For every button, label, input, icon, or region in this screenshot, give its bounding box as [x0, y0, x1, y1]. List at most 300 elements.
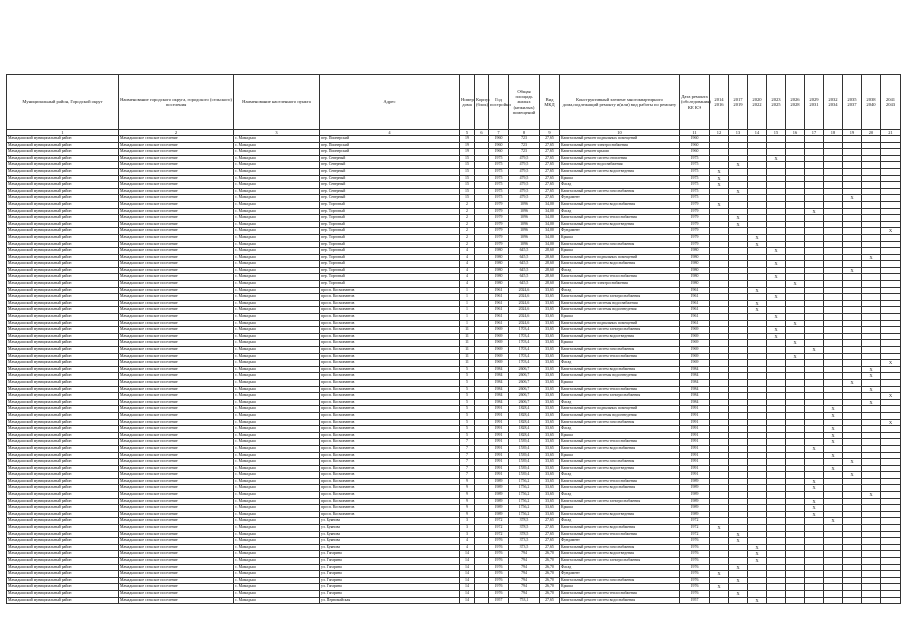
construction-year-cell: 1976: [489, 564, 509, 571]
period-cell: [767, 412, 786, 419]
total-area-cell: 723: [509, 136, 540, 143]
locality-cell: с. Мамадыш: [234, 531, 320, 538]
period-cell: X: [824, 412, 843, 419]
period-cell: [748, 531, 767, 538]
settlement-cell: Мамадышское сельское поселение: [119, 136, 234, 143]
building-type-cell: 33,65: [540, 439, 560, 446]
locality-cell: с. Мамадыш: [234, 347, 320, 354]
period-cell: [729, 439, 748, 446]
district-cell: Мамадышский муниципальный район: [7, 136, 119, 143]
period-cell: X: [843, 195, 862, 202]
period-cell: [767, 340, 786, 347]
period-cell: [805, 393, 824, 400]
house-number-cell: 4: [460, 538, 475, 545]
building-type-cell: 28,60: [540, 274, 560, 281]
construction-year-cell: 1984: [489, 373, 509, 380]
period-cell: [786, 505, 805, 512]
period-cell: [805, 558, 824, 565]
period-cell: [862, 445, 881, 452]
total-area-cell: 1539,4: [509, 452, 540, 459]
table-row: [7, 472, 901, 479]
column-header: 2017 2019: [729, 75, 748, 130]
period-cell: [786, 366, 805, 373]
column-header: 2041 2043: [881, 75, 901, 130]
repair-element-cell: Капитальный ремонт систем водоснабжения: [560, 261, 680, 268]
period-cell: [729, 399, 748, 406]
period-cell: [748, 347, 767, 354]
period-cell: [881, 320, 901, 327]
period-cell: [824, 267, 843, 274]
period-cell: [881, 445, 901, 452]
period-cell: [710, 498, 729, 505]
period-cell: X: [881, 360, 901, 367]
period-cell: [805, 136, 824, 143]
building-block-cell: [475, 340, 489, 347]
repair-element-cell: Фасад: [560, 492, 680, 499]
period-cell: [786, 175, 805, 182]
period-cell: [824, 353, 843, 360]
total-area-cell: 479,5: [509, 175, 540, 182]
period-cell: [824, 478, 843, 485]
construction-year-cell: 1961: [489, 307, 509, 314]
building-type-cell: 27,65: [540, 136, 560, 143]
repair-date-cell: 1969: [680, 327, 710, 334]
building-block-cell: [475, 485, 489, 492]
period-cell: [710, 274, 729, 281]
building-type-cell: 27,65: [540, 155, 560, 162]
building-type-cell: 33,65: [540, 294, 560, 301]
period-cell: [786, 347, 805, 354]
address-cell: просп. Космонавтов: [320, 485, 460, 492]
period-cell: [843, 188, 862, 195]
period-cell: [786, 564, 805, 571]
building-block-cell: [475, 426, 489, 433]
address-cell: пер. Торговый: [320, 208, 460, 215]
table-row: [7, 281, 901, 288]
total-area-cell: 2606,7: [509, 386, 540, 393]
period-cell: [824, 221, 843, 228]
period-cell: [805, 340, 824, 347]
settlement-cell: Мамадышское сельское поселение: [119, 597, 234, 604]
period-cell: [786, 485, 805, 492]
period-cell: [862, 432, 881, 439]
settlement-cell: Мамадышское сельское поселение: [119, 485, 234, 492]
period-cell: X: [748, 597, 767, 604]
total-area-cell: 378,5: [509, 518, 540, 525]
house-number-cell: 4: [460, 281, 475, 288]
house-number-cell: 2: [460, 241, 475, 248]
settlement-cell: Мамадышское сельское поселение: [119, 162, 234, 169]
period-cell: [748, 162, 767, 169]
period-cell: [881, 182, 901, 189]
period-cell: [729, 498, 748, 505]
table-row: [7, 478, 901, 485]
house-number-cell: 2: [460, 201, 475, 208]
table-row: [7, 136, 901, 143]
period-cell: [729, 478, 748, 485]
house-number-cell: 4: [460, 254, 475, 261]
table-row: [7, 234, 901, 241]
period-cell: [748, 445, 767, 452]
column-header: Дата ремонта (обследования) КЕ КЭ: [680, 75, 710, 130]
column-index: 13: [729, 130, 748, 136]
period-cell: [843, 412, 862, 419]
repair-element-cell: Крыша: [560, 432, 680, 439]
period-cell: [729, 419, 748, 426]
period-cell: [710, 208, 729, 215]
period-cell: [729, 320, 748, 327]
period-cell: [710, 505, 729, 512]
period-cell: [710, 558, 729, 565]
period-cell: [786, 360, 805, 367]
repair-element-cell: Капитальный ремонт систем отопления: [560, 155, 680, 162]
building-type-cell: 28,60: [540, 248, 560, 255]
building-block-cell: [475, 393, 489, 400]
period-cell: [881, 478, 901, 485]
settlement-cell: Мамадышское сельское поселение: [119, 492, 234, 499]
period-cell: [729, 340, 748, 347]
house-number-cell: 1: [460, 287, 475, 294]
period-cell: [767, 597, 786, 604]
period-cell: [843, 551, 862, 558]
period-cell: [786, 149, 805, 156]
total-area-cell: 1756,2: [509, 485, 540, 492]
address-cell: ул. Гагарина: [320, 584, 460, 591]
settlement-cell: Мамадышское сельское поселение: [119, 459, 234, 466]
period-cell: [729, 175, 748, 182]
period-cell: [843, 307, 862, 314]
period-cell: X: [824, 439, 843, 446]
period-cell: [824, 333, 843, 340]
house-number-cell: 2: [460, 221, 475, 228]
repair-schedule-table: [6, 74, 901, 604]
house-number-cell: 2: [460, 215, 475, 222]
period-cell: [862, 544, 881, 551]
period-cell: [881, 472, 901, 479]
building-block-cell: [475, 492, 489, 499]
repair-date-cell: 1969: [680, 340, 710, 347]
repair-element-cell: Крыша: [560, 452, 680, 459]
repair-date-cell: 1975: [680, 155, 710, 162]
period-cell: [881, 300, 901, 307]
total-area-cell: 2606,7: [509, 393, 540, 400]
period-cell: [805, 544, 824, 551]
period-cell: X: [881, 419, 901, 426]
locality-cell: с. Мамадыш: [234, 182, 320, 189]
period-cell: [805, 386, 824, 393]
building-block-cell: [475, 287, 489, 294]
period-cell: [824, 511, 843, 518]
period-cell: [862, 498, 881, 505]
period-cell: [767, 426, 786, 433]
period-cell: [786, 208, 805, 215]
period-cell: [748, 498, 767, 505]
period-cell: X: [729, 538, 748, 545]
period-cell: [748, 511, 767, 518]
repair-element-cell: Капитальный ремонт систем водоснабжения: [560, 366, 680, 373]
building-type-cell: 26,70: [540, 558, 560, 565]
period-cell: [748, 208, 767, 215]
repair-element-cell: Фундамент: [560, 228, 680, 235]
period-cell: [805, 472, 824, 479]
house-number-cell: 7: [460, 465, 475, 472]
period-cell: [710, 149, 729, 156]
house-number-cell: 15: [460, 182, 475, 189]
period-cell: [805, 307, 824, 314]
period-cell: [805, 366, 824, 373]
construction-year-cell: 1975: [489, 175, 509, 182]
construction-year-cell: 1969: [489, 327, 509, 334]
period-cell: [881, 241, 901, 248]
period-cell: [862, 472, 881, 479]
repair-date-cell: 1975: [680, 162, 710, 169]
period-cell: X: [710, 168, 729, 175]
total-area-cell: 794: [509, 571, 540, 578]
table-row: [7, 149, 901, 156]
construction-year-cell: 1975: [489, 182, 509, 189]
period-cell: [805, 373, 824, 380]
period-cell: [786, 518, 805, 525]
construction-year-cell: 1980: [489, 281, 509, 288]
period-cell: [710, 353, 729, 360]
period-cell: [824, 168, 843, 175]
house-number-cell: 15: [460, 168, 475, 175]
locality-cell: с. Мамадыш: [234, 551, 320, 558]
address-cell: просп. Космонавтов: [320, 327, 460, 334]
repair-date-cell: 1961: [680, 314, 710, 321]
period-cell: [862, 518, 881, 525]
total-area-cell: 1539,4: [509, 445, 540, 452]
period-cell: [710, 162, 729, 169]
address-cell: ул. Гагарина: [320, 577, 460, 584]
period-cell: X: [748, 234, 767, 241]
period-cell: [843, 149, 862, 156]
period-cell: X: [767, 327, 786, 334]
building-block-cell: [475, 373, 489, 380]
building-type-cell: 27,65: [540, 518, 560, 525]
locality-cell: с. Мамадыш: [234, 366, 320, 373]
period-cell: [748, 379, 767, 386]
period-cell: [710, 254, 729, 261]
repair-element-cell: Капитальный ремонт систем теплоснабжения: [560, 353, 680, 360]
house-number-cell: 4: [460, 274, 475, 281]
period-cell: [786, 419, 805, 426]
building-type-cell: 33,65: [540, 399, 560, 406]
period-cell: X: [824, 518, 843, 525]
period-cell: [710, 300, 729, 307]
period-cell: [843, 347, 862, 354]
total-area-cell: 1703,4: [509, 353, 540, 360]
period-cell: [710, 287, 729, 294]
settlement-cell: Мамадышское сельское поселение: [119, 419, 234, 426]
repair-element-cell: Капитальный ремонт систем водоотведения: [560, 221, 680, 228]
address-cell: пер. Северный: [320, 195, 460, 202]
total-area-cell: 1096: [509, 228, 540, 235]
period-cell: [862, 155, 881, 162]
period-cell: [824, 360, 843, 367]
period-cell: X: [862, 399, 881, 406]
period-cell: [786, 241, 805, 248]
period-cell: [843, 248, 862, 255]
building-block-cell: [475, 406, 489, 413]
period-cell: [748, 538, 767, 545]
building-type-cell: 26,70: [540, 584, 560, 591]
address-cell: просп. Космонавтов: [320, 379, 460, 386]
period-cell: [862, 538, 881, 545]
period-cell: [881, 558, 901, 565]
table-row: [7, 492, 901, 499]
house-number-cell: 1: [460, 300, 475, 307]
locality-cell: с. Мамадыш: [234, 300, 320, 307]
column-header: Общая площадь жилых (нежилых) помещений: [509, 75, 540, 130]
period-cell: [843, 584, 862, 591]
period-cell: [767, 360, 786, 367]
period-cell: [843, 571, 862, 578]
address-cell: пер. Торговый: [320, 241, 460, 248]
house-number-cell: 11: [460, 347, 475, 354]
period-cell: [748, 228, 767, 235]
period-cell: [729, 208, 748, 215]
table-row: [7, 294, 901, 301]
repair-element-cell: Капитальный ремонт подвальных помещений: [560, 406, 680, 413]
settlement-cell: Мамадышское сельское поселение: [119, 426, 234, 433]
building-block-cell: [475, 261, 489, 268]
period-cell: [862, 241, 881, 248]
period-cell: [843, 175, 862, 182]
table-row: [7, 452, 901, 459]
house-number-cell: 11: [460, 333, 475, 340]
period-cell: [881, 195, 901, 202]
table-row: [7, 531, 901, 538]
total-area-cell: 1539,4: [509, 439, 540, 446]
period-cell: [824, 175, 843, 182]
period-cell: [710, 327, 729, 334]
house-number-cell: 3: [460, 518, 475, 525]
building-block-cell: [475, 558, 489, 565]
period-cell: [710, 492, 729, 499]
period-cell: [824, 590, 843, 597]
period-cell: [843, 155, 862, 162]
settlement-cell: Мамадышское сельское поселение: [119, 511, 234, 518]
building-block-cell: [475, 254, 489, 261]
house-number-cell: 15: [460, 162, 475, 169]
period-cell: [843, 254, 862, 261]
period-cell: [805, 590, 824, 597]
period-cell: [710, 511, 729, 518]
total-area-cell: 2024,6: [509, 314, 540, 321]
repair-date-cell: 1991: [680, 432, 710, 439]
period-cell: [824, 149, 843, 156]
district-cell: Мамадышский муниципальный район: [7, 261, 119, 268]
period-cell: [862, 393, 881, 400]
building-block-cell: [475, 333, 489, 340]
house-number-cell: 5: [460, 393, 475, 400]
period-cell: [767, 492, 786, 499]
period-cell: [748, 518, 767, 525]
table-body: [7, 136, 901, 604]
building-type-cell: 33,65: [540, 340, 560, 347]
building-block-cell: [475, 294, 489, 301]
repair-element-cell: Капитальный ремонт системы водоснабжения: [560, 300, 680, 307]
house-number-cell: 5: [460, 366, 475, 373]
district-cell: Мамадышский муниципальный район: [7, 340, 119, 347]
locality-cell: с. Мамадыш: [234, 333, 320, 340]
locality-cell: с. Мамадыш: [234, 287, 320, 294]
period-cell: [729, 379, 748, 386]
period-cell: [710, 399, 729, 406]
district-cell: Мамадышский муниципальный район: [7, 175, 119, 182]
repair-element-cell: Капитальный ремонт систем газоснабжения: [560, 188, 680, 195]
period-cell: [862, 175, 881, 182]
period-cell: [748, 360, 767, 367]
period-cell: [767, 439, 786, 446]
repair-element-cell: Капитальный ремонт систем водоотведения: [560, 333, 680, 340]
construction-year-cell: 1991: [489, 439, 509, 446]
total-area-cell: 2024,6: [509, 294, 540, 301]
period-cell: [862, 379, 881, 386]
period-cell: [843, 498, 862, 505]
repair-element-cell: Фасад: [560, 564, 680, 571]
period-cell: X: [843, 267, 862, 274]
locality-cell: с. Мамадыш: [234, 577, 320, 584]
table-row: [7, 571, 901, 578]
period-cell: [710, 373, 729, 380]
period-cell: [786, 412, 805, 419]
period-cell: [710, 518, 729, 525]
period-cell: [767, 175, 786, 182]
period-cell: [748, 564, 767, 571]
construction-year-cell: 1980: [489, 261, 509, 268]
locality-cell: с. Мамадыш: [234, 168, 320, 175]
locality-cell: с. Мамадыш: [234, 459, 320, 466]
total-area-cell: 2024,6: [509, 300, 540, 307]
repair-element-cell: Капитальный ремонт систем газоснабжения: [560, 347, 680, 354]
building-type-cell: 34,00: [540, 221, 560, 228]
period-cell: [786, 571, 805, 578]
period-cell: [824, 386, 843, 393]
period-cell: [786, 234, 805, 241]
period-cell: [843, 465, 862, 472]
period-cell: [843, 300, 862, 307]
construction-year-cell: 1957: [489, 597, 509, 604]
period-cell: [843, 406, 862, 413]
table-row: [7, 538, 901, 545]
building-type-cell: 33,65: [540, 373, 560, 380]
repair-element-cell: Капитальный ремонт систем водоснабжения: [560, 485, 680, 492]
table-row: [7, 307, 901, 314]
settlement-cell: Мамадышское сельское поселение: [119, 221, 234, 228]
address-cell: просп. Космонавтов: [320, 465, 460, 472]
period-cell: [729, 472, 748, 479]
period-cell: [843, 505, 862, 512]
repair-date-cell: 1991: [680, 439, 710, 446]
table-row: [7, 228, 901, 235]
repair-date-cell: 1984: [680, 393, 710, 400]
period-cell: [748, 419, 767, 426]
building-block-cell: [475, 511, 489, 518]
period-cell: [786, 577, 805, 584]
period-cell: [786, 445, 805, 452]
district-cell: Мамадышский муниципальный район: [7, 551, 119, 558]
address-cell: просп. Космонавтов: [320, 373, 460, 380]
building-block-cell: [475, 281, 489, 288]
period-cell: [805, 195, 824, 202]
period-cell: [824, 577, 843, 584]
address-cell: просп. Космонавтов: [320, 452, 460, 459]
period-cell: [843, 577, 862, 584]
building-type-cell: 27,65: [540, 544, 560, 551]
repair-date-cell: 1969: [680, 333, 710, 340]
